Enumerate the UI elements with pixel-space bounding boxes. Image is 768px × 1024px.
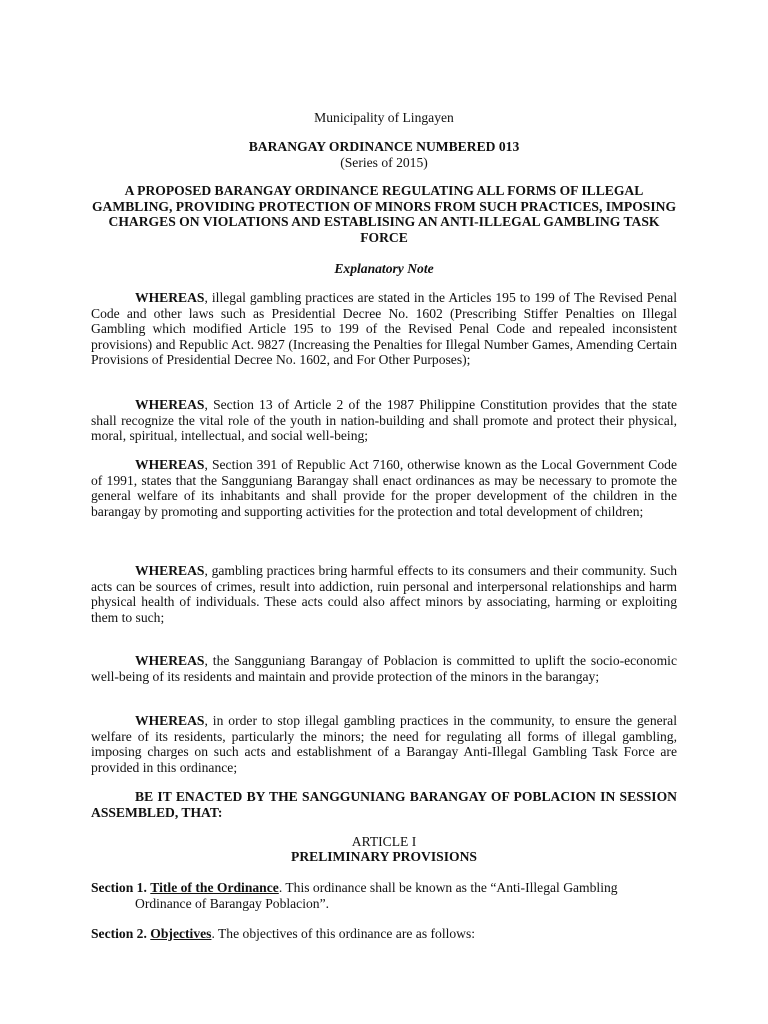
whereas-paragraph — [91, 563, 677, 625]
ordinance-number: BARANGAY ORDINANCE NUMBERED 013 — [248, 139, 520, 154]
whereas-lead: WHEREAS — [135, 563, 205, 578]
section-paragraph — [91, 880, 677, 911]
whereas-lead: WHEREAS — [135, 457, 205, 472]
section-label: Section 2. — [91, 926, 147, 941]
whereas-lead: WHEREAS — [135, 653, 205, 668]
ordinance-title: A PROPOSED BARANGAY ORDINANCE REGULATING ALL FORMS OF ILLEGAL GAMBLING, PROVIDING PROTECTION OF MINORS FROM SUCH PRACTICES, IMPOSING CHARGES ON VIOLATIONS AND ESTABLISING AN ANTI-ILLEGAL GAMBLING TASK FORCE — [91, 183, 677, 245]
article-number: ARTICLE I — [351, 834, 417, 849]
whereas-paragraph — [91, 290, 677, 368]
article-heading: PRELIMINARY PROVISIONS — [291, 849, 477, 864]
whereas-text: , in order to stop illegal gambling practices in the community, to ensure the general welfare of its residents, particularly the minors; the need for regulating all forms of illegal gambling, imposing charges on such acts and establishment of a Barangay Anti-Illegal Gambling Task Force are provided in this ordinance; — [91, 713, 677, 775]
whereas-lead: WHEREAS — [135, 397, 205, 412]
section-paragraph — [91, 926, 677, 942]
whereas-text: , gambling practices bring harmful effects to its consumers and their community. Such acts can be sources of crimes, result into addiction, ruin personal and interpersonal relationships and harm physical health of individuals. These acts could also affect minors by associating, harming or exploiting them to such; — [91, 563, 677, 625]
section-label: Section 1. — [91, 880, 147, 895]
whereas-text: , Section 13 of Article 2 of the 1987 Philippine Constitution provides that the state shall recognize the vital role of the youth in nation-building and shall promote and protect their physical, moral, spiritual, intellectual, and social well-being; — [91, 397, 677, 444]
whereas-lead: WHEREAS — [135, 290, 205, 305]
whereas-lead: WHEREAS — [135, 713, 205, 728]
section-text: . The objectives of this ordinance are as follows: — [211, 926, 476, 941]
explanatory-note-heading: Explanatory Note — [334, 261, 434, 276]
section-heading: Objectives — [150, 926, 212, 941]
whereas-text: , illegal gambling practices are stated in the Articles 195 to 199 of The Revised Penal Code and other laws such as Presidential Decree No. 1602 (Prescribing Stiffer Penalties on Illegal Gambling which modified Article 195 to 199 of the Revised Penal Code and repealed inconsistent provisions) and Republic Act. 9827 (Increasing the Penalties for Illegal Number Games, Amending Certain Provisions of Presidential Decree No. 1602, and For Other Purposes); — [91, 290, 677, 368]
whereas-text: , Section 391 of Republic Act 7160, otherwise known as the Local Government Code of 1991, states that the Sangguniang Barangay shall enact ordinances as may be necessary to promote the general welfare of its inhabitants and shall provide for the proper development of the children in the barangay by promoting and supporting activities for the protection and total development of children; — [91, 457, 677, 519]
ordinance-series: (Series of 2015) — [340, 155, 428, 170]
whereas-paragraph — [91, 653, 677, 684]
whereas-paragraph — [91, 713, 677, 775]
whereas-paragraph — [91, 397, 677, 444]
whereas-paragraph — [91, 457, 677, 519]
municipality-line: Municipality of Lingayen — [314, 110, 454, 125]
section-text: . This ordinance shall be known as the “Anti-Illegal Gambling Ordinance of Barangay Poblacion”. — [135, 880, 618, 911]
section-heading: Title of the Ordinance — [150, 880, 279, 895]
whereas-text: , the Sangguniang Barangay of Poblacion is committed to uplift the socio-economic well-being of its residents and maintain and provide protection of the minors in the barangay; — [91, 653, 677, 684]
enactment-clause: BE IT ENACTED BY THE SANGGUNIANG BARANGAY OF POBLACION IN SESSION ASSEMBLED, THAT: — [91, 789, 677, 820]
